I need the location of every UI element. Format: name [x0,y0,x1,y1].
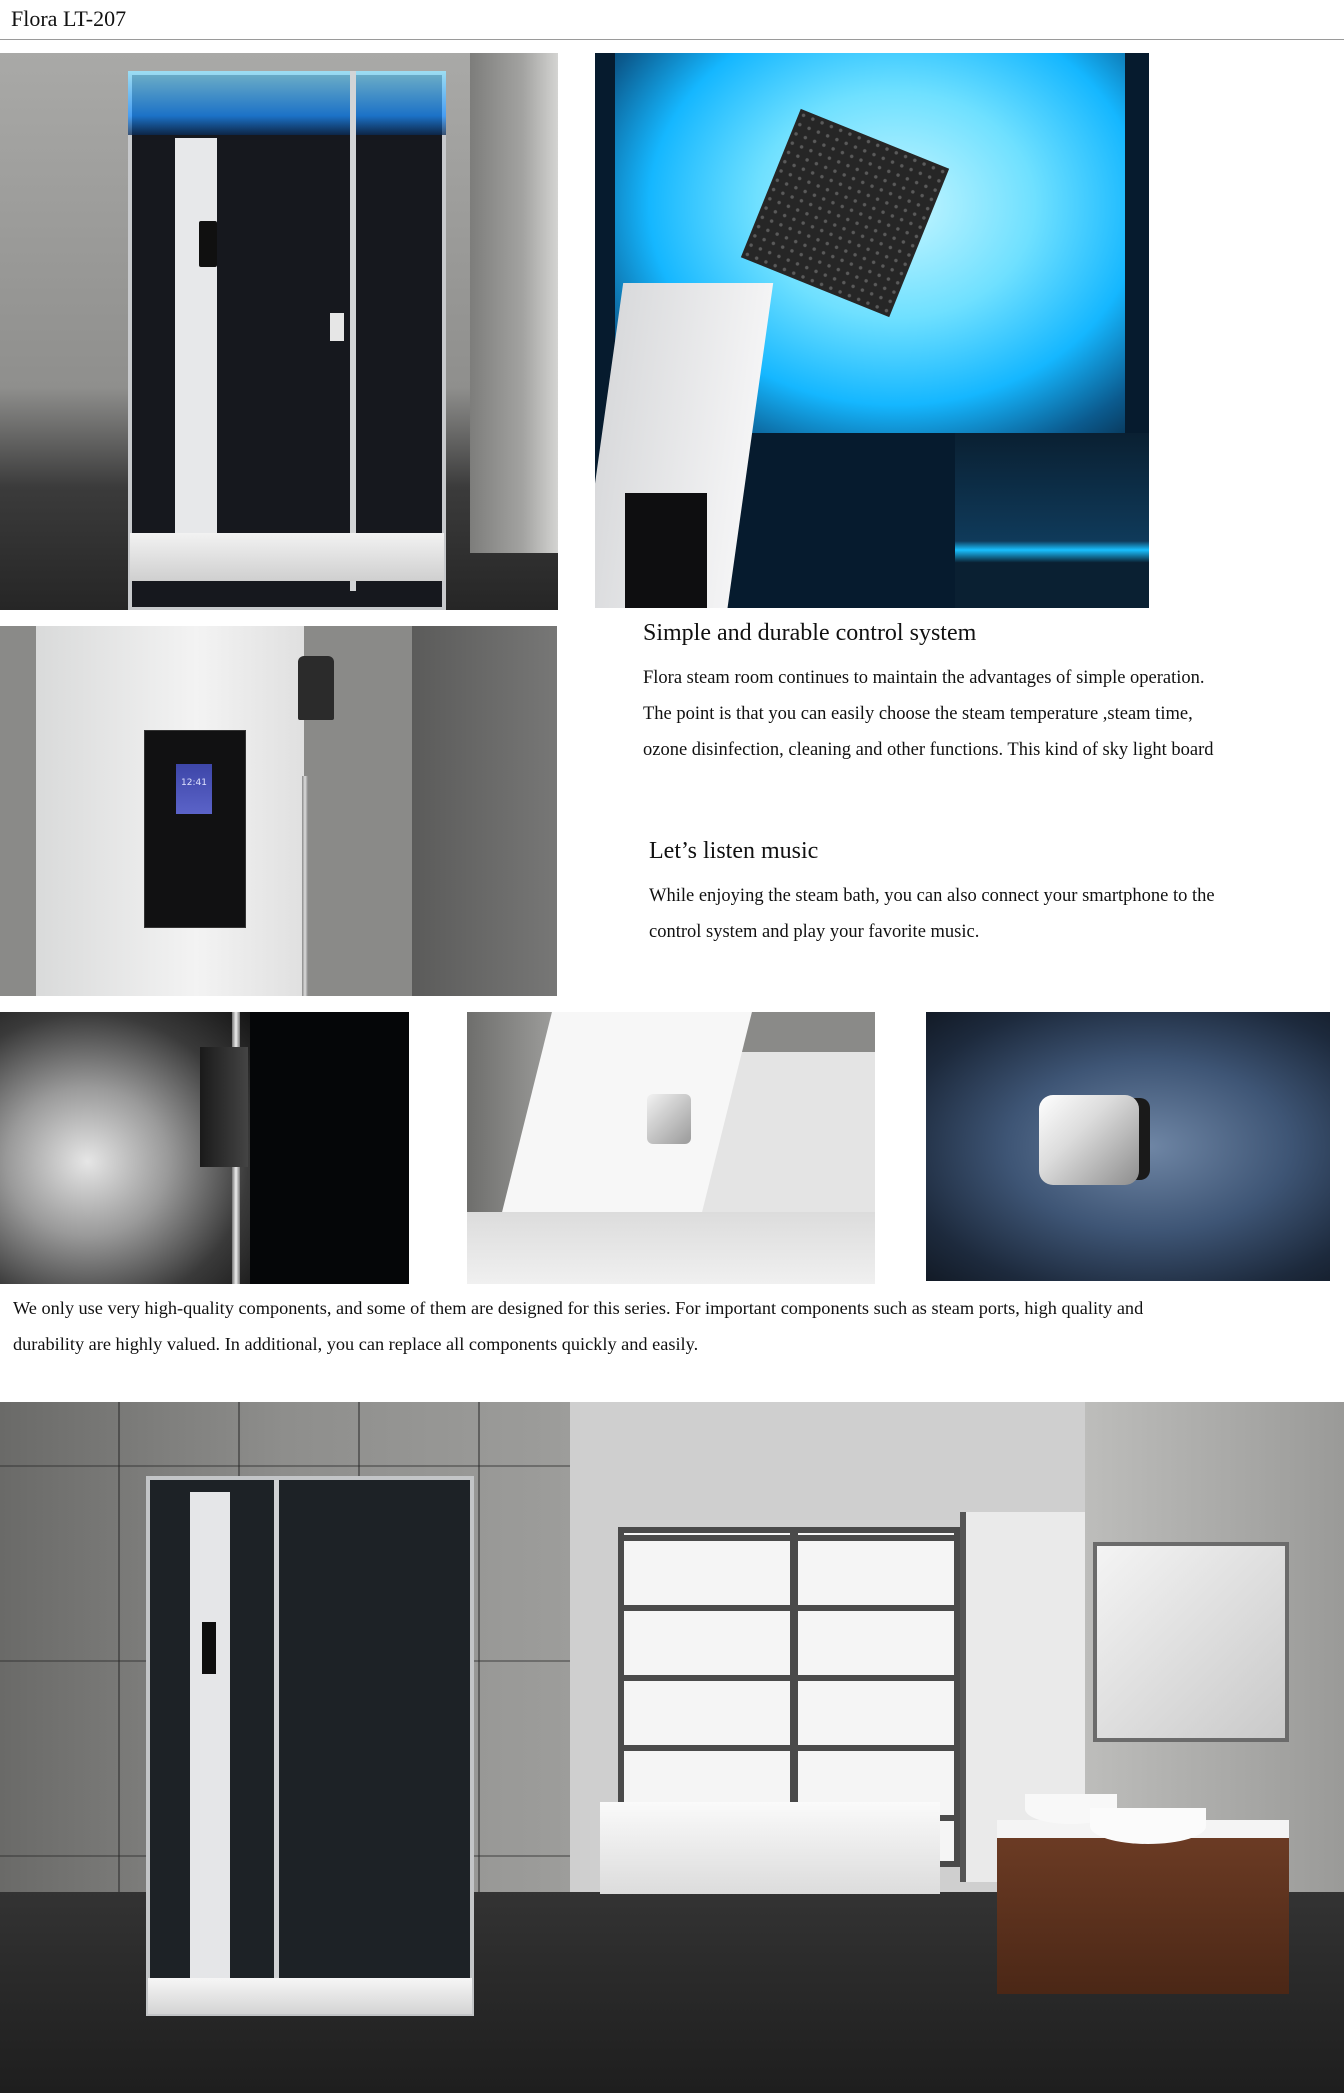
components-line: We only use very high-quality components, and some of them are designed for this series. For important components such as steam ports, high quality and [13,1298,1144,1318]
title-divider [0,39,1344,40]
door-frame [274,1480,279,2010]
steam-outlet-corner-photo [467,1012,875,1284]
music-line: While enjoying the steam bath, you can also connect your smartphone to the [649,886,1215,906]
steam-port-closeup-photo [926,1012,1330,1281]
control-system-text [643,660,1213,768]
stone-wall [412,626,557,996]
control-screen [202,1622,216,1674]
control-screen [199,221,217,267]
steam-port [647,1094,691,1144]
control-system-line: The point is that you can easily choose the steam temperature ,steam time, [643,704,1193,724]
chrome-steam-port [1039,1095,1139,1185]
steam-port-photo [0,1012,409,1284]
shower-panel [175,138,217,578]
music-line: control system and play your favorite music. [649,922,980,942]
shower-panel [190,1492,230,1992]
music-heading: Let’s listen music [649,838,819,864]
control-system-line: Flora steam room continues to maintain the advantages of simple operation. [643,668,1205,688]
music-text [649,878,1215,950]
control-system-line: ozone disinfection, cleaning and other functions. This kind of sky light board [643,740,1214,760]
door-handle [330,313,344,341]
mirror [1093,1542,1289,1742]
door-frame [350,71,356,591]
shower-hose [302,776,308,996]
shower-tray [148,1978,472,2014]
touch-control-panel [144,730,246,928]
control-system-heading: Simple and durable control system [643,620,977,646]
page-title: Flora LT-207 [11,6,127,31]
shower-tray [467,1212,875,1284]
display-time: 12:41 [181,778,207,788]
control-panel-photo [0,626,557,996]
bathroom-scene-photo [0,1402,1344,2093]
steam-outlet [200,1047,248,1167]
wall-tiles [470,53,558,553]
control-screen [625,493,707,608]
hand-shower-head [298,656,334,720]
components-line: durability are highly valued. In additional, you can replace all components quickly and easily. [13,1334,699,1354]
sink-basin [1090,1808,1206,1844]
sky-light-glow [128,71,446,135]
bathtub [600,1802,940,1894]
lcd-display [176,764,212,814]
vanity-cabinet [997,1820,1289,1994]
shower-tray [130,533,444,581]
components-text [13,1290,1143,1362]
steam-cabin-photo [0,53,558,610]
corner-wall [729,1012,875,1052]
lower-light-strip [955,433,1149,608]
sky-light-photo [595,53,1149,608]
